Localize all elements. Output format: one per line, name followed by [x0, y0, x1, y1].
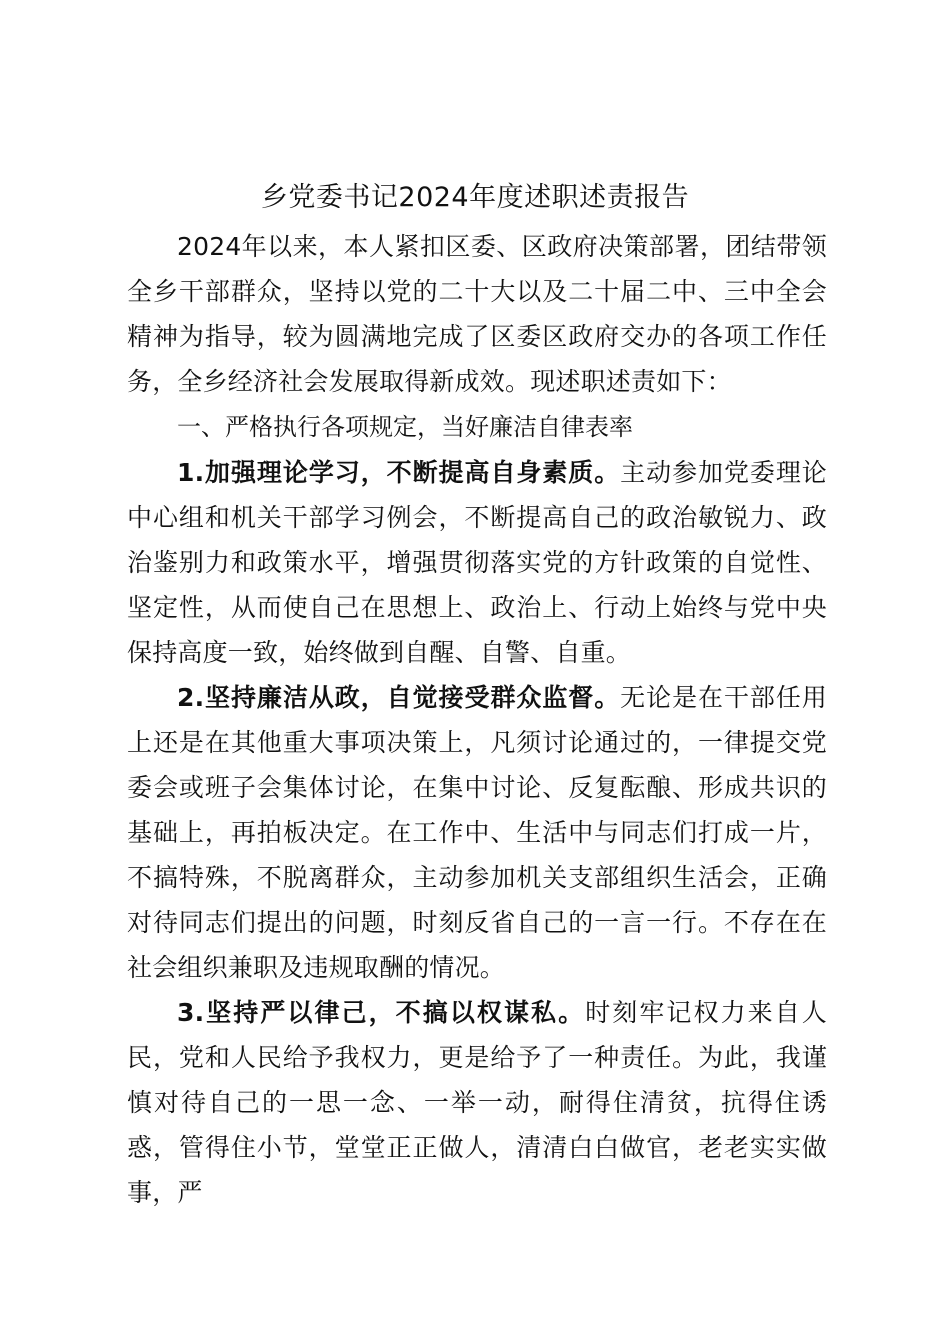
item-paragraph-1: [127, 450, 827, 675]
document-title: 乡党委书记2024年度述职述责报告: [260, 182, 690, 213]
section-heading-1: 一、严格执行各项规定，当好廉洁自律表率: [177, 413, 633, 441]
item-text-1: 主动参加党委理论中心组和机关干部学习例会，不断提高自己的政治敏锐力、政治鉴别力和政策水平，增强贯彻落实党的方针政策的自觉性、坚定性，从而使自己在思想上、政治上、行动上始终与党中央保持高度一致，始终做到自醒、自警、自重。: [127, 458, 827, 667]
item-text-2: 无论是在干部任用上还是在其他重大事项决策上，凡须讨论通过的，一律提交党委会或班子会集体讨论，在集中讨论、反复酝酿、形成共识的基础上，再拍板决定。在工作中、生活中与同志们打成一片，不搞特殊，不脱离群众，主动参加机关支部组织生活会，正确对待同志们提出的问题，时刻反省自己的一言一行。不存在在社会组织兼职及违规取酬的情况。: [127, 683, 827, 982]
item-lead-2: 2.坚持廉洁从政，自觉接受群众监督。: [177, 683, 621, 712]
item-lead-1: 1.加强理论学习，不断提高自身素质。: [177, 458, 621, 487]
item-text-3: 时刻牢记权力来自人民，党和人民给予我权力，更是给予了一种责任。为此，我谨慎对待自己的一思一念、一举一动，耐得住清贫，抗得住诱惑，管得住小节，堂堂正正做人，清清白白做官，老老实实做事，严: [127, 998, 827, 1207]
document-body: [127, 224, 827, 1215]
item-lead-3: 3.坚持严以律己，不搞以权谋私。: [177, 998, 586, 1027]
item-paragraph-3: [127, 990, 827, 1215]
intro-paragraph: 2024年以来，本人紧扣区委、区政府决策部署，团结带领全乡干部群众，坚持以党的二十大以及二十届二中、三中全会精神为指导，较为圆满地完成了区委区政府交办的各项工作任务，全乡经济社会发展取得新成效。现述职述责如下：: [127, 232, 827, 396]
item-paragraph-2: [127, 675, 827, 990]
